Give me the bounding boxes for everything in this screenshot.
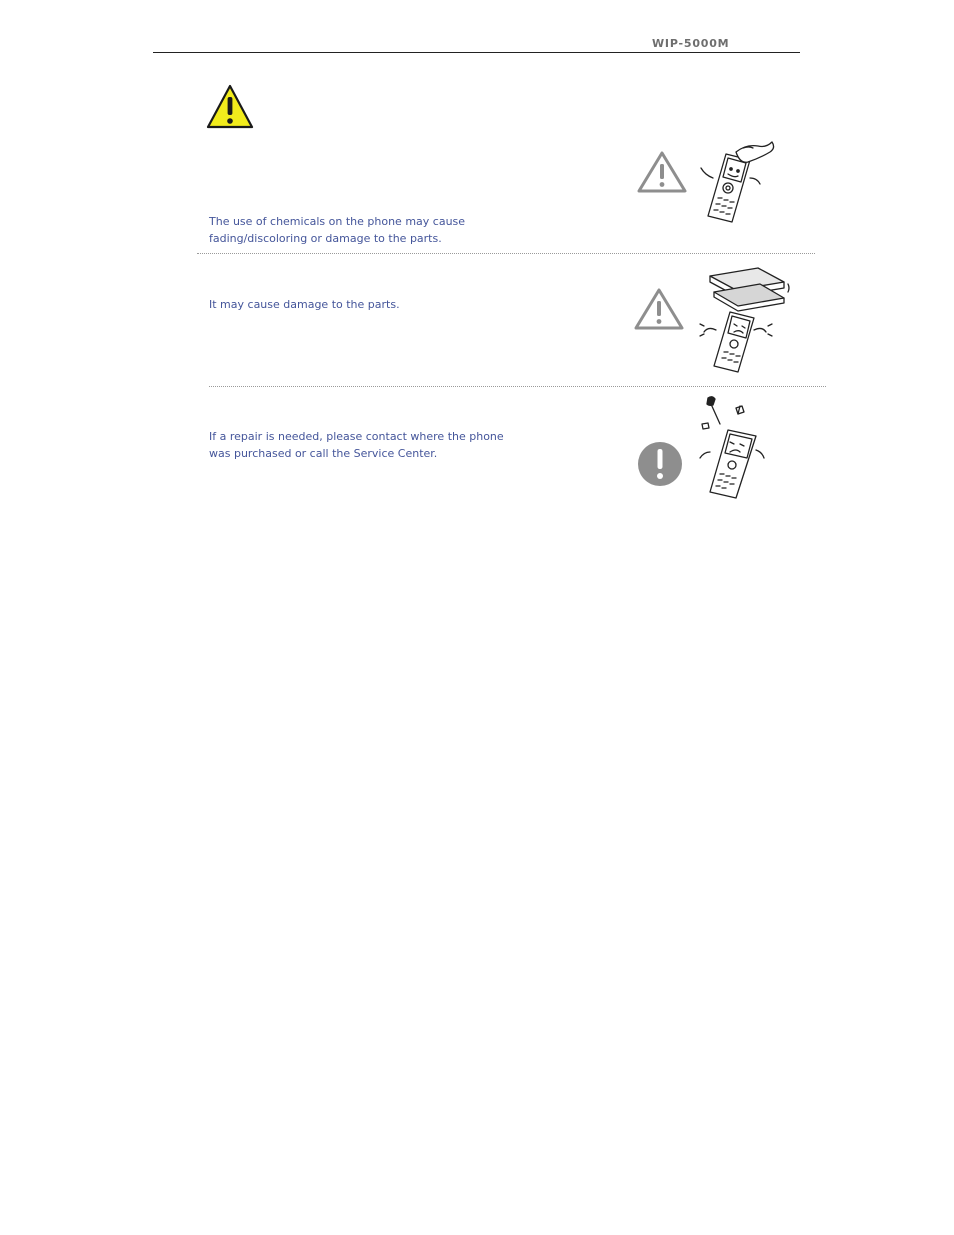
phone-cleaning-illustration [688, 138, 780, 224]
warning-triangle-icon [633, 286, 685, 332]
phone-disassembly-illustration [696, 394, 768, 502]
model-name: WIP-5000M [652, 37, 730, 50]
warning-triangle-icon [636, 149, 688, 195]
exclamation-circle-icon [636, 440, 684, 488]
section-divider [197, 253, 815, 254]
header-rule [153, 52, 800, 53]
caution-icon [205, 83, 255, 130]
caution-2-description: It may cause damage to the parts. [209, 298, 400, 311]
caution-1-description: The use of chemicals on the phone may cause fading/discoloring or damage to the parts. [209, 215, 466, 245]
section-divider [209, 386, 826, 387]
caution-3-description: If a repair is needed, please contact where the phone was purchased or call the Service Center. [209, 430, 504, 460]
phone-crushed-illustration [696, 264, 794, 374]
